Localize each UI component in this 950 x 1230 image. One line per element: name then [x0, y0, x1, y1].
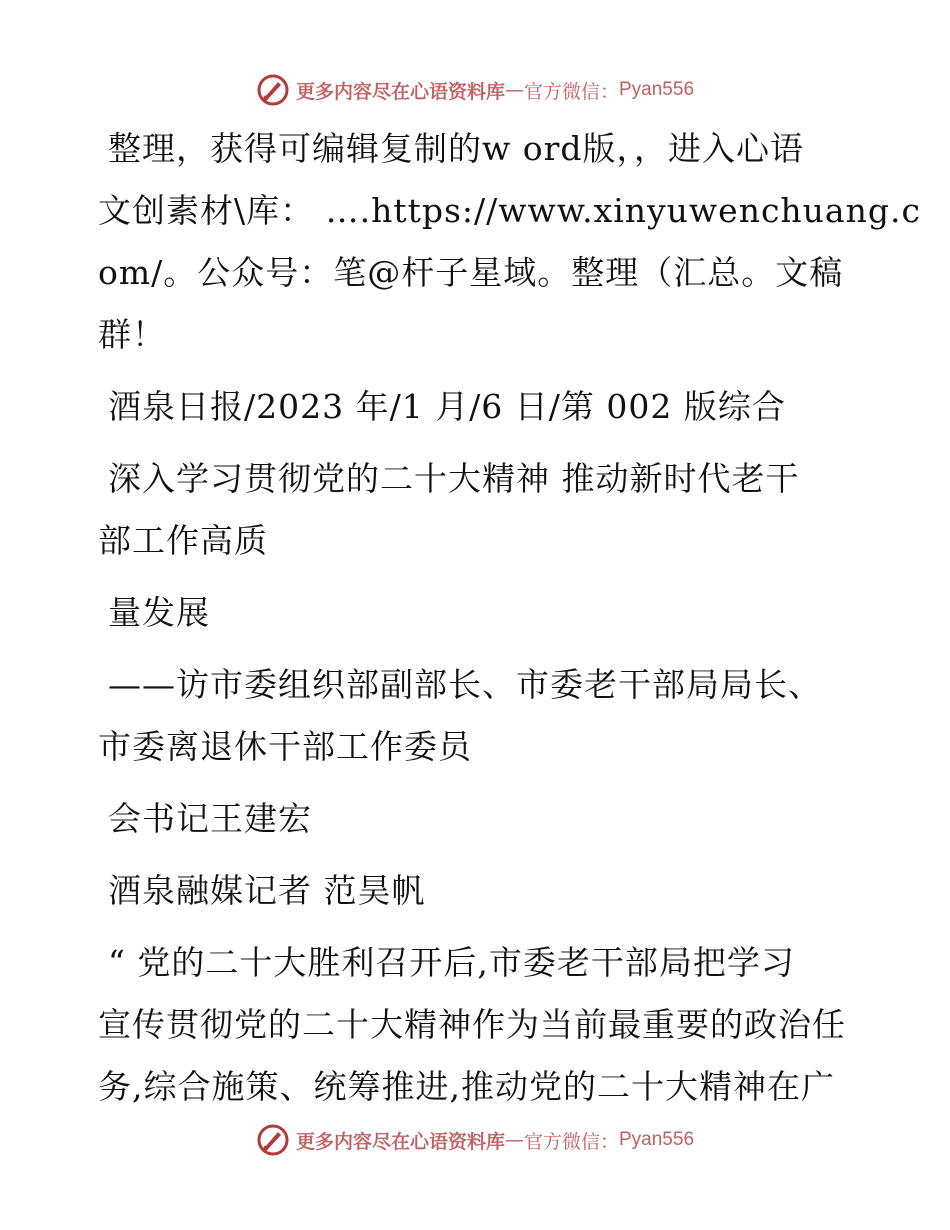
paragraph-byline	[98, 860, 858, 922]
banner-wechat-label: 官方微信：	[523, 80, 619, 103]
banner-wechat-id: Pyan556	[619, 1129, 695, 1150]
header-banner	[0, 70, 950, 110]
text-line: 市委离退休干部工作委员	[98, 727, 472, 766]
text-line: 部工作高质	[98, 521, 268, 560]
text-line: 务,综合施策、统筹推进,推动党的二十大精神在广	[98, 1067, 835, 1106]
text-line: 宣传贯彻党的二十大精神作为当前最重要的政治任	[98, 1005, 846, 1044]
banner-site-text: 更多内容尽在心语资料库	[295, 80, 505, 103]
paragraph-subtitle	[98, 654, 858, 778]
text-line: 深入学习贯彻党的二十大精神 推动新时代老干	[108, 459, 800, 498]
brush-logo-icon	[256, 73, 290, 107]
paragraph-source	[98, 376, 858, 438]
banner-wechat-id: Pyan556	[619, 79, 695, 100]
text-line: ——访市委组织部副部长、市委老干部局局长、	[108, 665, 822, 704]
text-line: om/。公众号：笔@杆子星域。整理（汇总。文稿	[98, 253, 844, 292]
text-line: 群！	[98, 315, 166, 354]
banner-site-text: 更多内容尽在心语资料库	[295, 1130, 505, 1153]
paragraph-notice	[98, 118, 921, 366]
banner-dash: —	[504, 1129, 524, 1151]
footer-banner	[0, 1120, 950, 1160]
banner-wechat-label: 官方微信：	[523, 1130, 619, 1153]
paragraph-title	[98, 448, 858, 572]
text-line: 文创素材\库： ….https://www.xinyuwenchuang.c	[98, 191, 921, 230]
paragraph-title-cont	[98, 582, 858, 644]
document-body	[98, 118, 921, 1128]
text-line: 量发展	[108, 593, 210, 632]
paragraph-body	[98, 932, 858, 1118]
text-line: “ 党的二十大胜利召开后,市委老干部局把学习	[108, 943, 795, 982]
text-line: 酒泉日报/2023 年/1 月/6 日/第 002 版综合	[108, 387, 786, 426]
text-line: 会书记王建宏	[108, 799, 312, 838]
banner-dash: —	[504, 79, 524, 101]
brush-logo-icon	[256, 1123, 290, 1157]
text-line: 酒泉融媒记者 范昊帆	[108, 871, 426, 910]
paragraph-subtitle-cont	[98, 788, 858, 850]
text-line: 整理，获得可编辑复制的w ord版，，进入心语	[108, 129, 805, 168]
